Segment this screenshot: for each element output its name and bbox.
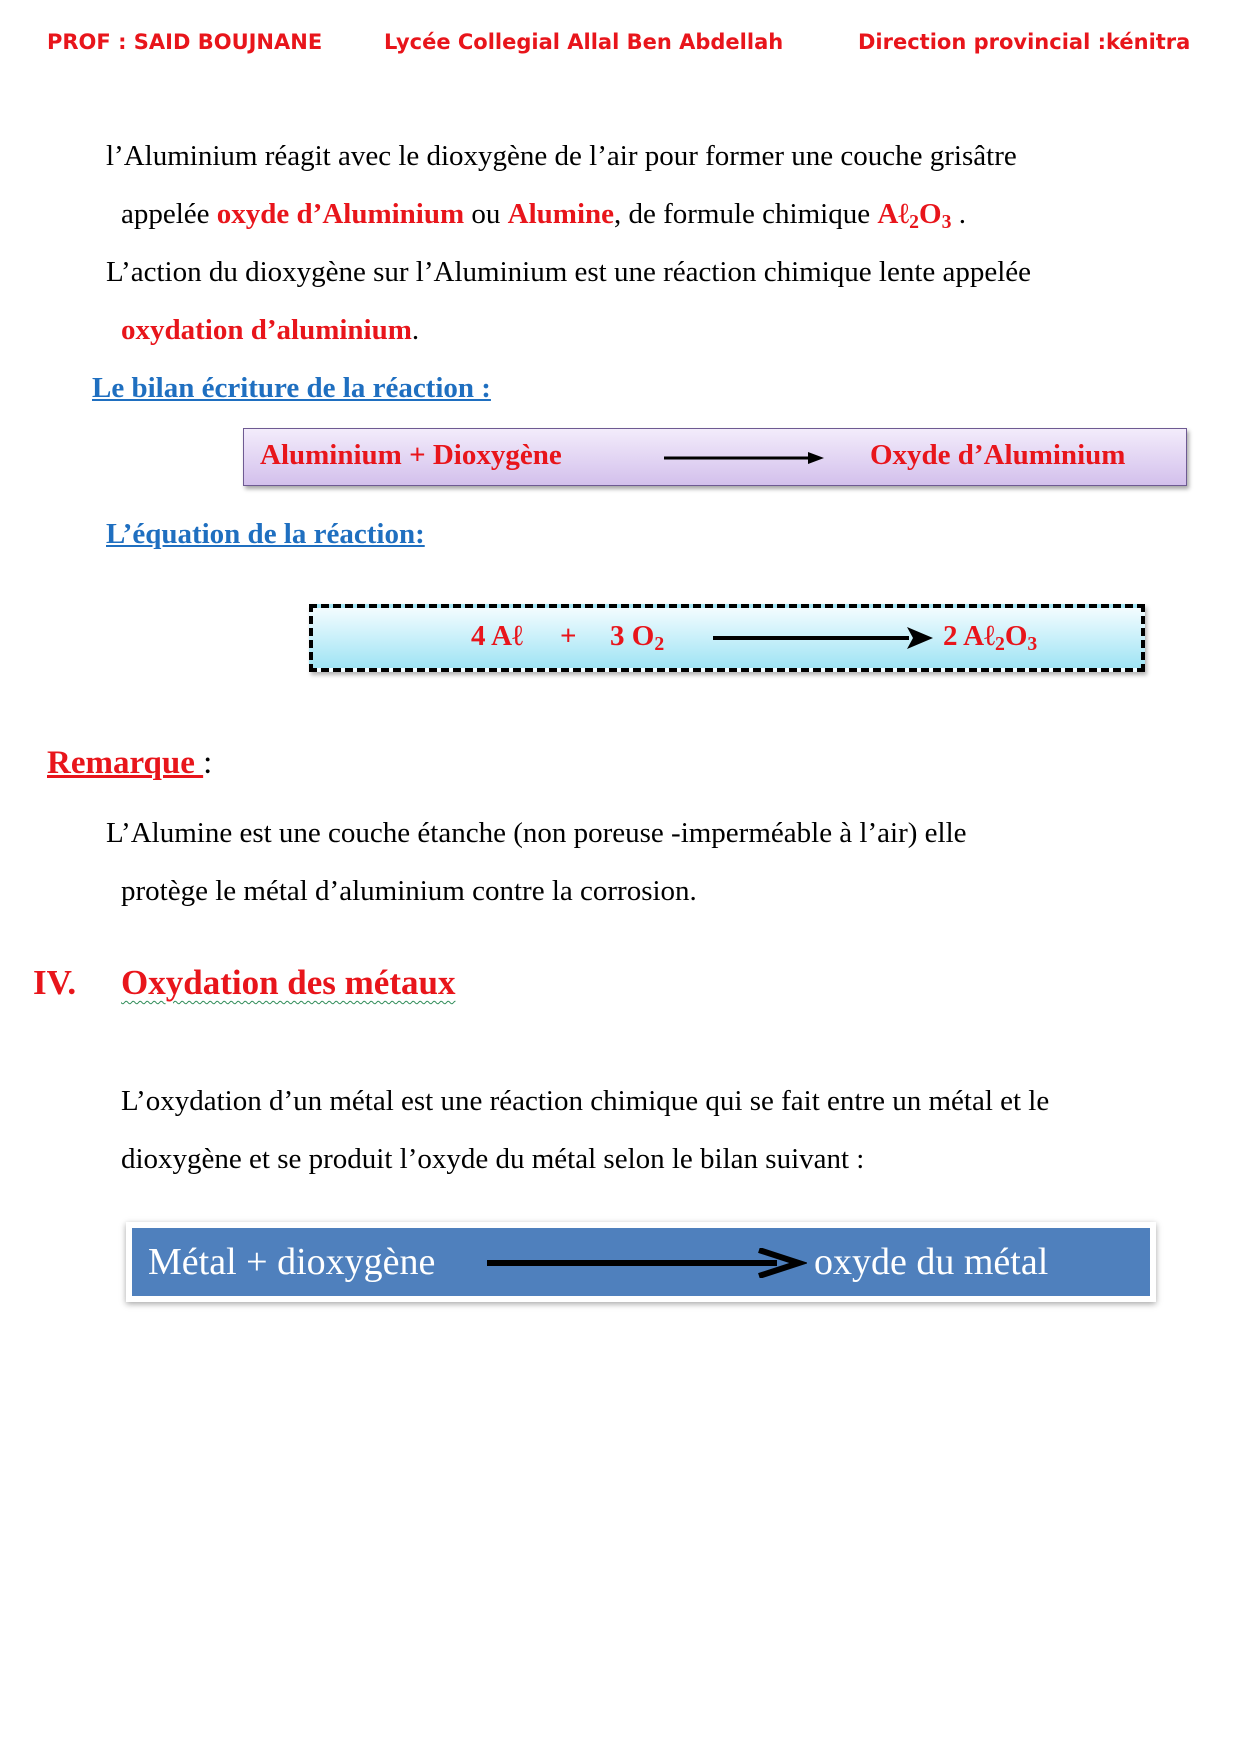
section-title: Oxydation des métaux <box>121 963 456 1002</box>
general-product: oxyde du métal <box>814 1241 1049 1283</box>
bilan-reactants: Aluminium + Dioxygène <box>260 439 562 471</box>
equation-reactant-al: 4 Aℓ <box>471 620 523 652</box>
para1-line2: appelée oxyde d’Aluminium ou Alumine, de formule chimique $A\ell_2O_3$ . <box>121 198 966 233</box>
header-school: Lycée Collegial Allal Ben Abdellah <box>384 30 784 54</box>
equation-heading: L’équation de la réaction: <box>106 518 425 550</box>
equation-reactant-o2: 3 $O_2$ <box>610 620 665 655</box>
equation-product: 2 $A\ell_2O_3$ <box>943 620 1038 655</box>
bilan-heading: Le bilan écriture de la réaction : <box>92 372 491 404</box>
term-alumine: Alumine <box>507 198 614 230</box>
general-arrow-icon <box>487 1248 807 1278</box>
para3-line2: dioxygène et se produit l’oxyde du métal selon le bilan suivant : <box>121 1143 865 1175</box>
equation-plus: + <box>560 620 577 652</box>
equation-box <box>309 604 1145 672</box>
bilan-product: Oxyde d’Aluminium <box>870 439 1126 471</box>
general-bilan-box <box>126 1222 1156 1302</box>
header-prof: PROF : SAID BOUJNANE <box>47 30 323 54</box>
term-oxydation-aluminium: oxydation d’aluminium <box>121 314 412 346</box>
remarque-line1: L’Alumine est une couche étanche (non poreuse -imperméable à l’air) elle <box>106 817 967 849</box>
general-reactants: Métal + dioxygène <box>148 1241 436 1283</box>
bilan-arrow-icon <box>664 450 824 466</box>
remarque-heading: Remarque : <box>47 745 213 781</box>
para2-line1: L’action du dioxygène sur l’Aluminium est une réaction chimique lente appelée <box>106 256 1032 288</box>
term-oxyde-aluminium: oxyde d’Aluminium <box>216 198 465 230</box>
section-number: IV. <box>33 963 77 1002</box>
header-direction: Direction provincial :kénitra <box>858 30 1191 54</box>
formula-al2o3: $A\ell_2O_3$ <box>877 198 952 233</box>
para2-line2: oxydation d’aluminium. <box>121 314 420 346</box>
remarque-line2: protège le métal d’aluminium contre la corrosion. <box>121 875 697 907</box>
equation-arrow-icon <box>713 626 933 650</box>
para3-line1: L’oxydation d’un métal est une réaction chimique qui se fait entre un métal et le <box>121 1085 1050 1117</box>
para1-line1: l’Aluminium réagit avec le dioxygène de l’air pour former une couche grisâtre <box>106 140 1017 172</box>
bilan-box <box>243 428 1187 486</box>
